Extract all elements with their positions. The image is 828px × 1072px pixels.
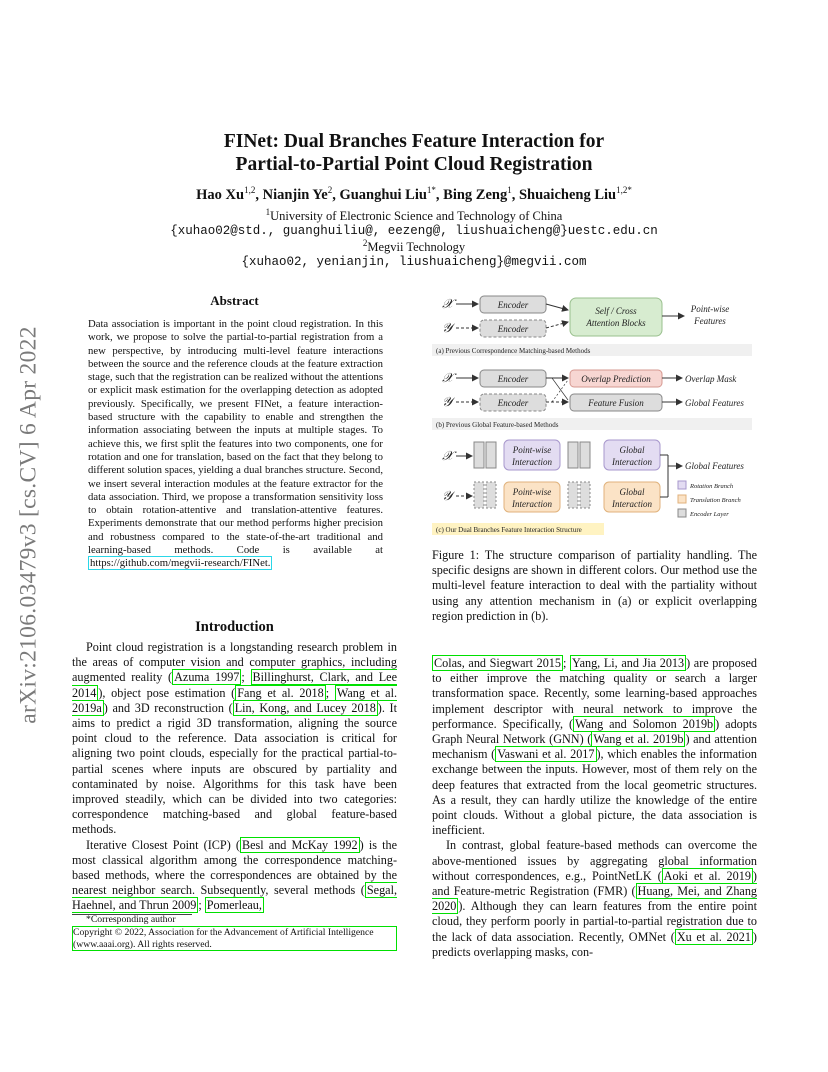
svg-text:Encoder: Encoder <box>497 374 529 384</box>
citation-link[interactable]: Aoki et al. 2019 <box>663 868 751 883</box>
svg-text:Overlap Mask: Overlap Mask <box>685 374 737 384</box>
author-name: Guanghui Liu <box>339 186 427 203</box>
citation-link[interactable]: Colas, and Siegwart 2015 <box>434 656 561 670</box>
title-line-1: FINet: Dual Branches Feature Interaction for <box>223 131 605 152</box>
figure-1-diagram <box>432 290 762 538</box>
intro-paragraph-2: Iterative Closest Point (ICP) ( Besl and McKay 1992 ) is the most classical algorithm among the correspondence matching-based methods, where the correspondences are obtained by the nearest neighbor search. Subsequently, several methods ( Segal, Haehnel, and Thrun 2009 ; Pomerleau, <box>72 837 397 913</box>
intro-paragraph-1: Point cloud registration is a longstanding research problem in the areas of computer vision and computer graphics, including augmented reality ( Azuma 1997 ; Billinghurst, Clark, and Lee 2014 ), object pose estimation ( Fang et al. 2018 ; Wang et al. 2019a ) and 3D reconstruction ( Lin, Kong, and Lucey 2018 ). It aims to predict a rigid 3D transformation, aligning the source point cloud to the reference. Data association is critical for aligning two point clouds, especially for the practical partial-to-partial scenes where inputs are obscured by partiality and contaminated by noise. Algorithms for this task have been improved steadily, which can be divided into two categories: correspondence matching-based and global feature-based methods. <box>72 640 398 837</box>
svg-text:Global Features: Global Features <box>685 398 744 408</box>
citation-link[interactable]: Wang and Solomon 2019b <box>575 716 714 731</box>
citation-link[interactable]: Wang et al. 2019a <box>72 685 398 715</box>
encoder-layer <box>486 482 496 508</box>
svg-text:Global Features: Global Features <box>685 461 744 471</box>
email-line-2: {xuhao02, yenianjin, liushuaicheng}@megvii.com <box>241 255 587 269</box>
svg-text:Translation Branch: Translation Branch <box>690 497 741 504</box>
author-name: Hao Xu <box>196 186 245 203</box>
svg-text:Rotation Branch: Rotation Branch <box>690 483 734 490</box>
svg-text:Interaction: Interaction <box>512 457 552 467</box>
svg-text:Interaction: Interaction <box>512 499 552 509</box>
affiliation-2: $^2$Megvii Technology <box>362 238 466 255</box>
citation-link[interactable]: Huang, Mei, and Zhang 2020 <box>432 884 758 914</box>
svg-text:Global: Global <box>619 445 645 455</box>
citation-link[interactable]: Segal, Haehnel, and Thrun 2009 <box>72 883 397 913</box>
encoder-layer <box>474 482 484 508</box>
svg-text:Overlap Prediction: Overlap Prediction <box>581 374 651 384</box>
encoder-layer <box>580 482 590 508</box>
introduction-heading: Introduction <box>195 619 274 635</box>
author-list: Hao Xu$^{1,2}$, Nianjin Ye$^2$, Guanghui Liu$^{1*}$, Bing Zeng$^1$, Shuaicheng Liu$^{1,2*}$ <box>196 185 632 203</box>
paper-title <box>0 130 828 176</box>
corresponding-author-note: *Corresponding author <box>86 914 176 925</box>
attention-block <box>570 298 662 336</box>
author-name: Shuaicheng Liu <box>518 186 617 203</box>
svg-text:Attention Blocks: Attention Blocks <box>586 318 646 328</box>
svg-text:Point-wise: Point-wise <box>690 304 730 314</box>
citation-link[interactable]: Lin, Kong, and Lucey 2018 <box>234 700 376 715</box>
encoder-layer <box>568 482 578 508</box>
svg-text:𝒴: 𝒴 <box>442 394 453 409</box>
citation-link[interactable]: Besl and McKay 1992 <box>241 837 358 852</box>
email-line-1: {xuhao02@std., guanghuiliu@, eezeng@, liushuaicheng@}uestc.edu.cn <box>170 224 658 238</box>
encoder-layer <box>474 442 484 468</box>
citation-link[interactable]: Pomerleau, <box>206 898 262 913</box>
author-name: Bing Zeng <box>443 186 508 203</box>
svg-text:(a) Previous Correspondence Ma: (a) Previous Correspondence Matching-based Methods <box>436 347 591 355</box>
figure-1-caption: Figure 1: The structure comparison of partiality handling. The specific designs are shown in different colors. Our method use the multi-level feature interaction to deal with the partiality without using any attention mechanism in (a) or explicit overlapping region prediction in (b). <box>432 548 757 623</box>
svg-text:𝒳: 𝒳 <box>442 370 454 385</box>
svg-text:𝒴: 𝒴 <box>442 488 453 503</box>
code-link[interactable]: https://github.com/megvii-research/FINet. <box>90 557 271 570</box>
svg-text:Features: Features <box>694 316 726 326</box>
citation-link[interactable]: Xu et al. 2021 <box>676 929 751 944</box>
svg-text:Interaction: Interaction <box>612 457 652 467</box>
abstract-heading: Abstract <box>210 293 259 308</box>
svg-text:Self / Cross: Self / Cross <box>595 306 637 316</box>
svg-text:Point-wise: Point-wise <box>512 445 552 455</box>
arxiv-identifier: arXiv:2106.03479v3 [cs.CV] 6 Apr 2022 <box>15 326 42 724</box>
citation-link[interactable]: Fang et al. 2018 <box>237 685 324 700</box>
legend-swatch-encoder <box>678 509 686 517</box>
encoder-layer <box>568 442 578 468</box>
svg-text:Encoder: Encoder <box>497 300 529 310</box>
abstract-body: Data association is important in the point cloud registration. In this work, we propose to solve the partial-to-partial registration from a new perspective, by introducing multi-level feature interactions between the source and the reference clouds at the feature extraction stage, such that the registration can be realized without the attentions or explicit mask estimation for the overlapping detection as adopted previously. Specifically, we present FINet, a feature interaction-based structure with the capability to enable and strengthen the information associating between the inputs at multiple stages. To achieve this, we first split the features into two components, one for rotation and one for translation, based on the fact that they belong to different solution spaces, yielding a dual branches structure. Second, we insert several interaction modules at the feature extractor for the data association. Third, we propose a transformation sensitivity loss to obtain rotation-attentive and translation-attentive features. Experiments demonstrate that our method performs higher precision and robustness compared to the state-of-the-art traditional and learning-based methods. Code is available at https://github.com/megvii-research/FINet. <box>88 318 383 570</box>
copyright-notice[interactable]: Copyright © 2022, Association for the Advancement of Artificial Intelligence (www.aaai.org). All rights reserved. <box>72 926 397 952</box>
encoder-layer <box>580 442 590 468</box>
symbol-x: 𝒳 <box>442 296 454 311</box>
citation-link[interactable]: Azuma 1997 <box>174 670 240 685</box>
citation-link[interactable]: Yang, Li, and Jia 2013 <box>572 656 685 670</box>
title-line-2: Partial-to-Partial Point Cloud Registration <box>235 154 593 175</box>
affiliation-1: $^1$University of Electronic Science and Technology of China <box>265 207 563 224</box>
left-column-body <box>72 640 397 914</box>
svg-text:Global: Global <box>619 487 645 497</box>
legend-swatch-rotation <box>678 481 686 489</box>
svg-text:Point-wise: Point-wise <box>512 487 552 497</box>
right-column-body <box>432 656 757 960</box>
legend-swatch-translation <box>678 495 686 503</box>
intro-paragraph-4: In contrast, global feature-based methods can overcome the above-mentioned issues by aggregating global information without correspondences, e.g., PointNetLK ( Aoki et al. 2019 ) and Feature-metric Registration (FMR) ( Huang, Mei, and Zhang 2020 ). Although they can learn features from the entire point cloud, they perform poorly in partial-to-partial registration due to the lack of data association. Recently, OMNet ( Xu et al. 2021 ) predicts overlapping masks, con- <box>432 838 758 959</box>
svg-text:Feature Fusion: Feature Fusion <box>588 398 644 408</box>
svg-text:Encoder: Encoder <box>497 324 529 334</box>
intro-paragraph-3: Colas, and Siegwart 2015 ; Yang, Li, and Jia 2013 ) are proposed to either improve the matching quality or search a larger transformation space. Recently, some learning-based approaches implement descriptor with neural network to improve the performance. Specifically, ( Wang and Solomon 2019b ) adopts Graph Neural Network (GNN) ( Wang et al. 2019b ) and attention mechanism ( Vaswani et al. 2017 ), which enables the information exchange between the inputs. However, most of them rely on the deep features that extracted from the local geometric structures. As a result, they can hardly utilize the knowledge of the entire point clouds. Without a global picture, the data association is inefficient. <box>432 656 757 838</box>
svg-text:Interaction: Interaction <box>612 499 652 509</box>
citation-link[interactable]: Wang et al. 2019b <box>593 732 684 747</box>
symbol-y: 𝒴 <box>442 320 453 335</box>
citation-link[interactable]: Vaswani et al. 2017 <box>497 747 595 762</box>
encoder-layer <box>486 442 496 468</box>
author-name: Nianjin Ye <box>262 186 328 203</box>
footnote-area <box>72 914 397 951</box>
citation-link[interactable]: Billinghurst, Clark, and Lee 2014 <box>72 670 397 700</box>
svg-text:(c) Our Dual Branches Feature: (c) Our Dual Branches Feature Interaction Structure <box>436 526 582 534</box>
svg-text:Encoder Layer: Encoder Layer <box>690 511 729 518</box>
svg-text:Encoder: Encoder <box>497 398 529 408</box>
svg-text:𝒳: 𝒳 <box>442 448 454 463</box>
svg-text:(b) Previous Global Feature-ba: (b) Previous Global Feature-based Methods <box>436 421 559 429</box>
